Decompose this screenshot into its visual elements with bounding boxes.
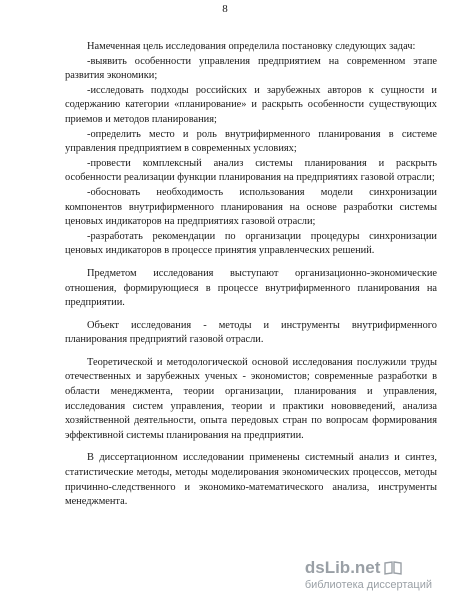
page-number: 8 — [222, 3, 228, 15]
document-body — [65, 40, 437, 510]
task-1: -выявить особенности управления предприятием на современном этапе развития экономики; — [65, 55, 437, 82]
paragraph-subject: Предметом исследования выступают организационно-экономические отношения, формирующиеся в процессе внутрифирменного планирования на предприятии. — [65, 267, 437, 309]
paragraph-methodology: Теоретической и методологической основой исследования послужили труды отечественных и зарубежных ученых - экономистов; современные разработки в области менеджмента, теории организации, планирования и управления, исследования систем управления, теории и практики нововведений, анализа хозяйственной деятельности, опыта передовых стран по вопросам формирования эффективной системы планирования на предприятии. — [65, 356, 437, 441]
task-4: -провести комплексный анализ системы планирования и раскрыть особенности реализации функции планирования на предприятиях газовой отрасли; — [65, 157, 437, 184]
paragraph-intro: Намеченная цель исследования определила постановку следующих задач: — [87, 41, 416, 52]
task-6: -разработать рекомендации по организации процедуры синхронизации ценовых индикаторов в процессе принятия управленческих решений. — [65, 230, 437, 257]
paragraph-methods: В диссертационном исследовании применены системный анализ и синтез, статистические методы, методы моделирования экономических процессов, методы причинно-следственного и экономико-математического анализа, инструменты менеджмента. — [65, 452, 437, 508]
watermark-caption: библиотека диссертаций — [304, 579, 432, 591]
task-3: -определить место и роль внутрифирменного планирования в системе управления предприятием в современных условиях; — [65, 128, 437, 155]
task-2: -исследовать подходы российских и зарубежных авторов к сущности и содержанию категории «планирование» и раскрыть особенности существующих приемов и методов планирования; — [65, 84, 437, 125]
task-5: -обосновать необходимость использования модели синхронизации компонентов внутрифирменного планирования на основе разработки системы ценовых индикаторов на предприятиях газовой отрасли; — [65, 186, 437, 228]
paragraph-object: Объект исследования - методы и инструменты внутрифирменного планирования предприятий газовой отрасли. — [65, 319, 437, 346]
watermark — [305, 558, 432, 591]
watermark-site: dsLib.net — [304, 558, 381, 577]
book-icon — [384, 561, 402, 575]
